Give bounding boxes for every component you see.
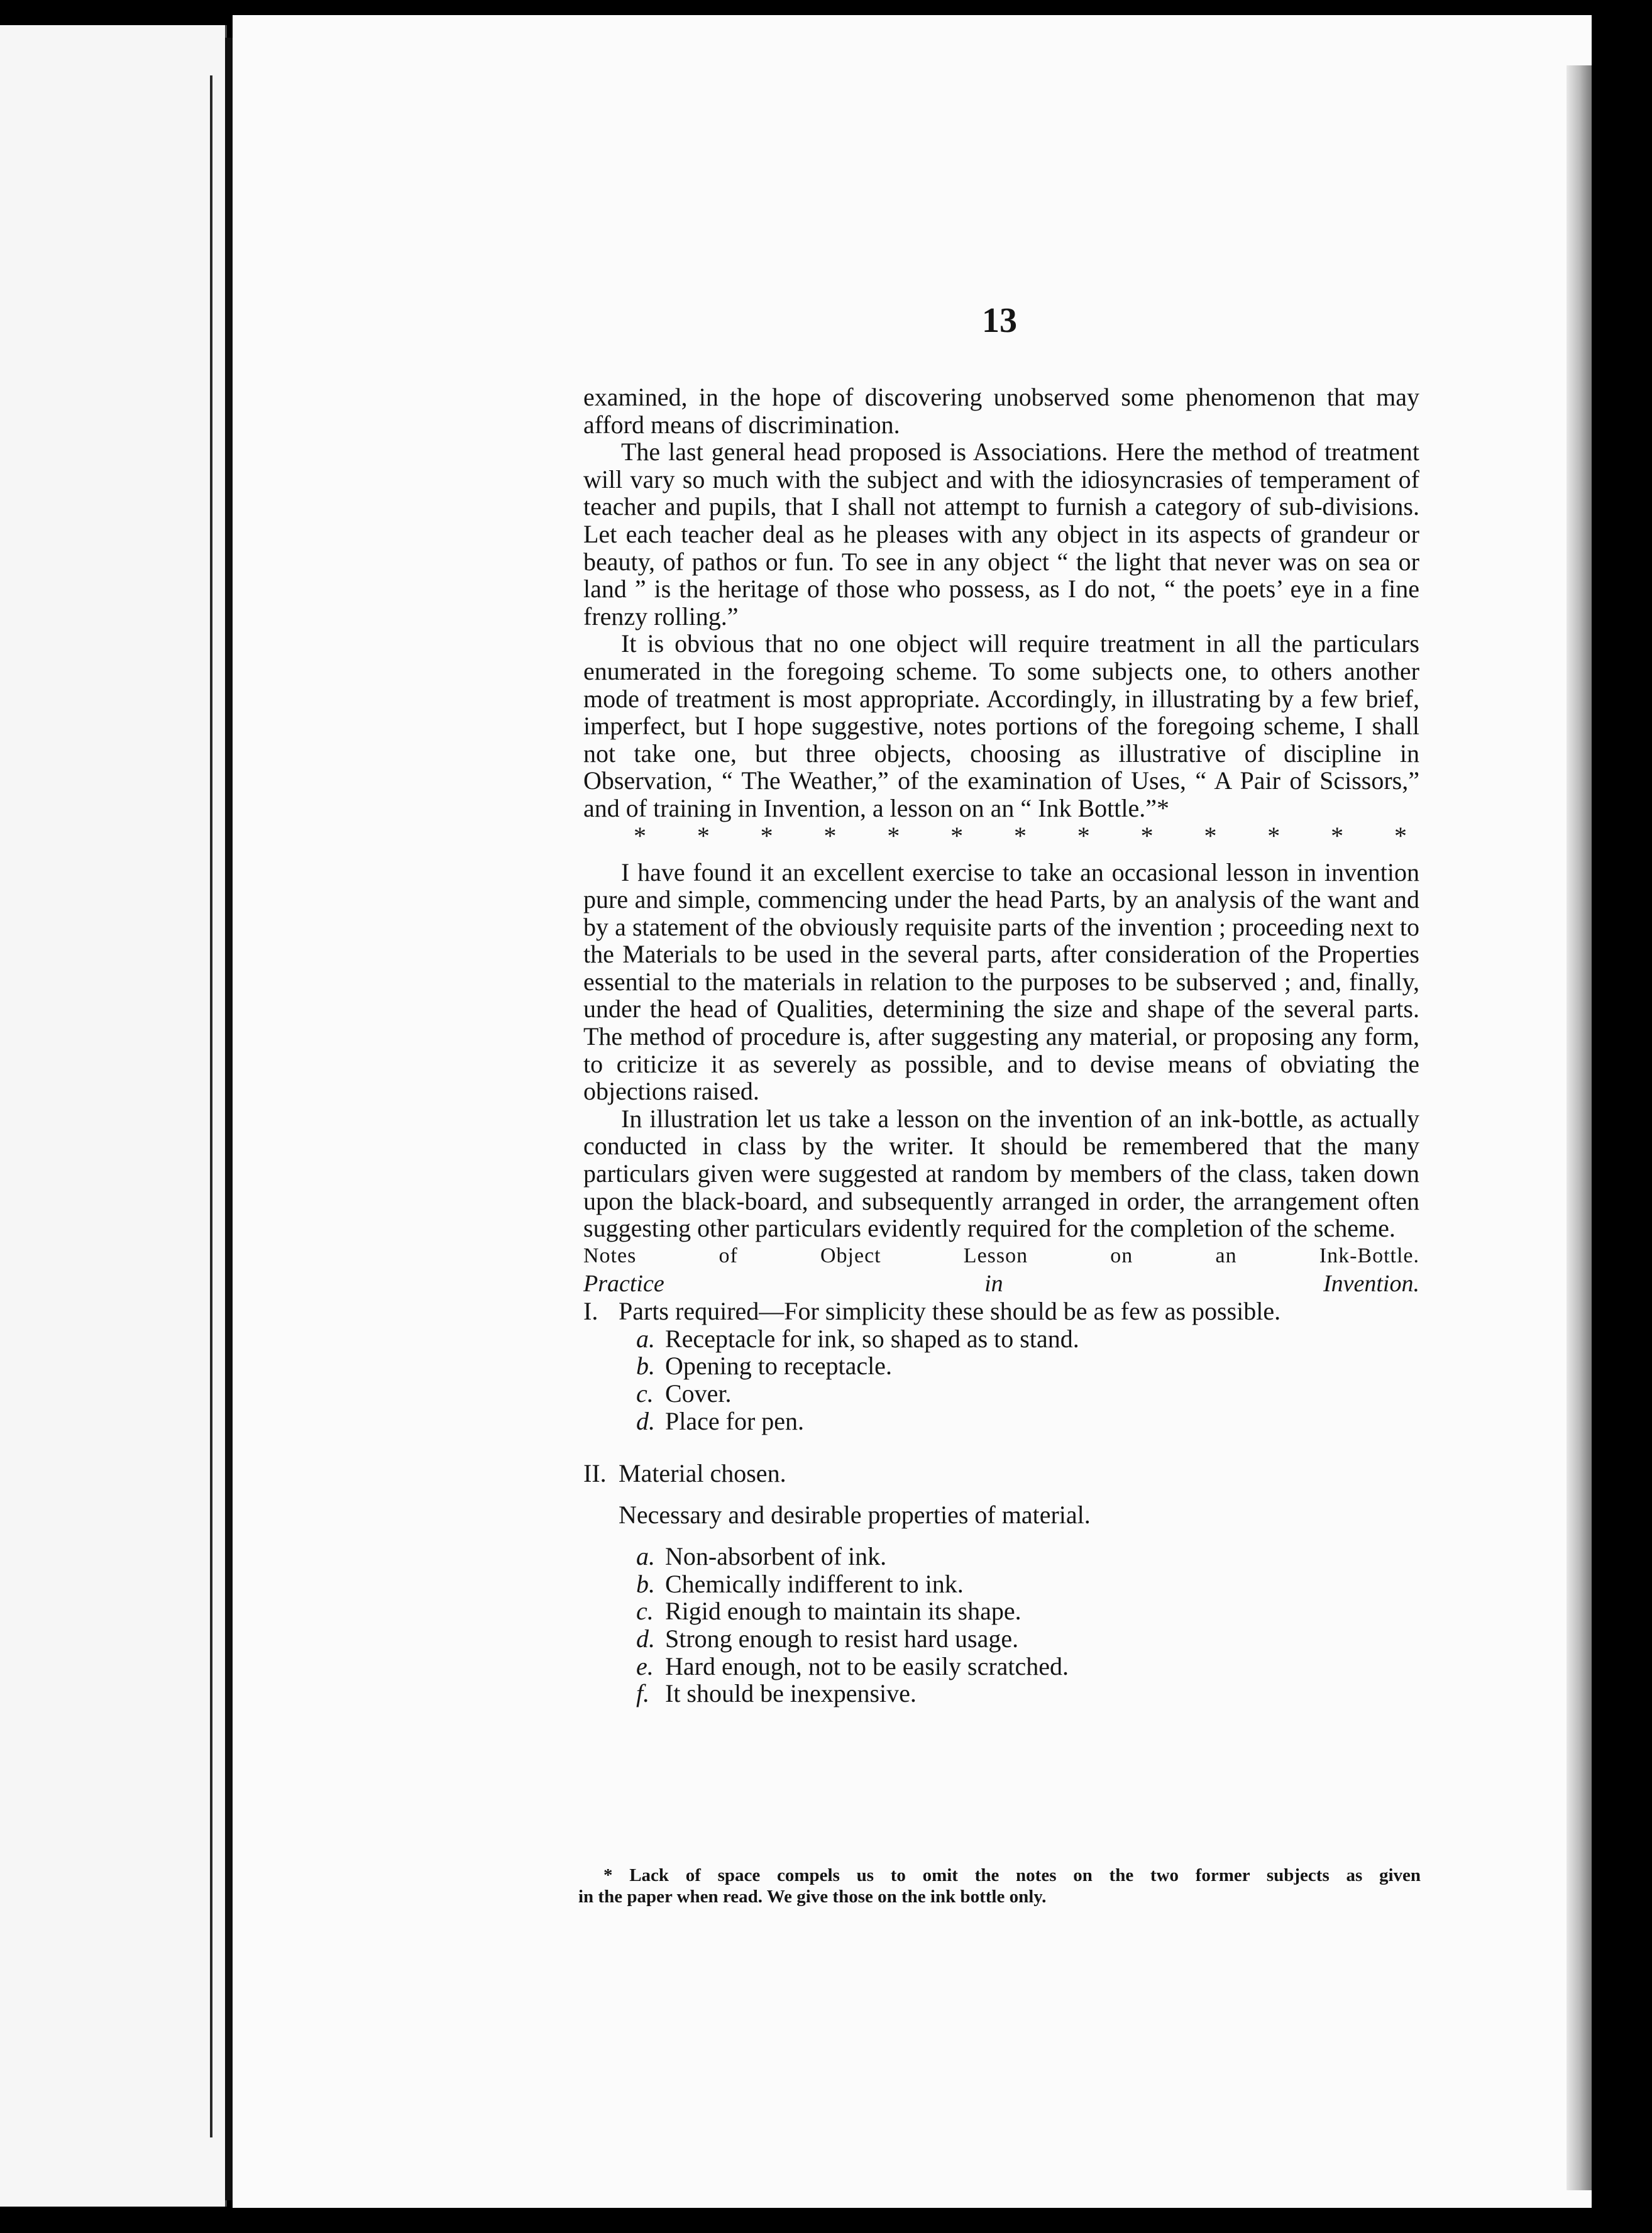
section-item-list [583, 1325, 1419, 1435]
left-page-edge-line [210, 75, 212, 2137]
body-paragraph-continued: examined, in the hope of discovering unobserved some phenomenon that may afford means of discrimination. [583, 383, 1419, 439]
item-marker: a. [636, 1542, 655, 1571]
section-numeral: II. [583, 1459, 607, 1488]
list-item [636, 1597, 1419, 1625]
item-text: Receptacle for ink, so shaped as to stand. [665, 1324, 1079, 1353]
asterisk: * [1394, 821, 1407, 850]
asterisk: * [697, 821, 710, 850]
item-text: Opening to receptacle. [665, 1352, 892, 1381]
item-marker: b. [636, 1352, 655, 1381]
asterisk-separator [583, 822, 1419, 850]
item-marker: a. [636, 1324, 655, 1353]
asterisk: * [1140, 821, 1154, 850]
list-item [636, 1543, 1419, 1570]
item-marker: c. [636, 1597, 654, 1626]
item-text: Place for pen. [665, 1406, 805, 1435]
footnote [578, 1865, 1421, 1907]
item-text: Strong enough to resist hard usage. [665, 1624, 1019, 1653]
list-item [636, 1325, 1419, 1353]
asterisk: * [1331, 821, 1344, 850]
section-numeral: I. [583, 1296, 598, 1325]
section-item-list [583, 1543, 1419, 1707]
item-text: Chemically indifferent to ink. [665, 1569, 964, 1598]
asterisk: * [887, 821, 900, 850]
section-intro: Necessary and desirable properties of material. [619, 1501, 1091, 1530]
item-marker: d. [636, 1624, 655, 1653]
body-paragraph-illustration: In illustration let us take a lesson on the invention of an ink-bottle, as actually conducted in class by the writer. It should be remembered that the many particulars given were suggested at random by members of the class, taken down upon the black-board, and subsequently arranged in order, the arrangement often suggesting other particulars evidently required for the completion of the scheme. [583, 1104, 1419, 1243]
notes-title: Notes of Object Lesson on an Ink-Bottle. [583, 1243, 1419, 1267]
item-marker: e. [636, 1651, 654, 1680]
list-item [636, 1380, 1419, 1408]
section-heading-text: Material chosen. [619, 1459, 786, 1488]
list-item [636, 1680, 1419, 1707]
asterisk: * [823, 821, 837, 850]
footnote-line: * Lack of space compels us to omit the notes on the two former subjects as given [603, 1865, 1421, 1885]
section-heading-text: Parts required—For simplicity these should be as few as possible. [619, 1296, 1281, 1325]
asterisk: * [760, 821, 773, 850]
list-item [636, 1352, 1419, 1380]
item-marker: f. [636, 1679, 650, 1708]
book-gutter [225, 38, 233, 2200]
item-text: Hard enough, not to be easily scratched. [665, 1651, 1069, 1680]
list-item [636, 1653, 1419, 1680]
item-marker: d. [636, 1406, 655, 1435]
item-text: Rigid enough to maintain its shape. [665, 1597, 1021, 1626]
body-paragraph-associations: The last general head proposed is Associations. Here the method of treatment will vary so much with the subject and with the idiosyncrasies of temperament of teacher and pupils, that I shall not attempt to furnish a category of sub-divisions. Let each teacher deal as he pleases with any object in its aspects of grandeur or beauty, of pathos or fun. To see in any object “ the light that never was on sea or land ” is the heritage of those who possess, as I do not, “ the poets’ eye in a fine frenzy rolling.” [583, 438, 1419, 631]
page-edge-shadow [1567, 65, 1592, 2190]
asterisk: * [1013, 821, 1027, 850]
asterisk: * [1267, 821, 1280, 850]
list-item [636, 1625, 1419, 1653]
asterisk: * [1204, 821, 1217, 850]
page-number: 13 [982, 301, 1017, 340]
asterisk: * [634, 821, 646, 850]
asterisk: * [1077, 821, 1090, 850]
item-text: It should be inexpensive. [665, 1679, 917, 1708]
list-item [636, 1408, 1419, 1435]
asterisk: * [950, 821, 964, 850]
left-facing-page [0, 25, 227, 2207]
item-marker: c. [636, 1379, 654, 1408]
item-marker: b. [636, 1569, 655, 1598]
main-text [583, 383, 1419, 1733]
item-text: Non-absorbent of ink. [665, 1542, 887, 1571]
section-heading [583, 1460, 1419, 1487]
section-heading [583, 1298, 1419, 1325]
notes-subtitle: Practice in Invention. [583, 1270, 1419, 1297]
body-paragraph-treatment: It is obvious that no one object will require treatment in all the particulars enumerated in the foregoing scheme. To some subjects one, to others another mode of treatment is most appropriate. Accordingly, in illustrating by a few brief, imperfect, but I hope suggestive, notes portions of the foregoing scheme, I shall not take one, but three objects, choosing as illustrative of discipline in Observation, “ The Weather,” of the examination of Uses, “ A Pair of Scissors,” and of training in Invention, a lesson on an “ Ink Bottle.”* [583, 629, 1419, 822]
body-paragraph-invention: I have found it an excellent exercise to take an occasional lesson in invention pure and simple, commencing under the head Parts, by an analysis of the want and by a statement of the obviously requisite parts of the invention ; proceeding next to the Materials to be used in the several parts, after consideration of the Properties essential to the materials in relation to the purposes to be subserved ; and, finally, under the head of Qualities, determining the size and shape of the several parts. The method of procedure is, after suggesting any material, or proposing any form, to criticize it as severely as possible, and to devise means of obviating the objections raised. [583, 857, 1419, 1106]
item-text: Cover. [665, 1379, 732, 1408]
footnote-line: in the paper when read. We give those on the ink bottle only. [578, 1887, 1047, 1907]
list-item [636, 1570, 1419, 1598]
